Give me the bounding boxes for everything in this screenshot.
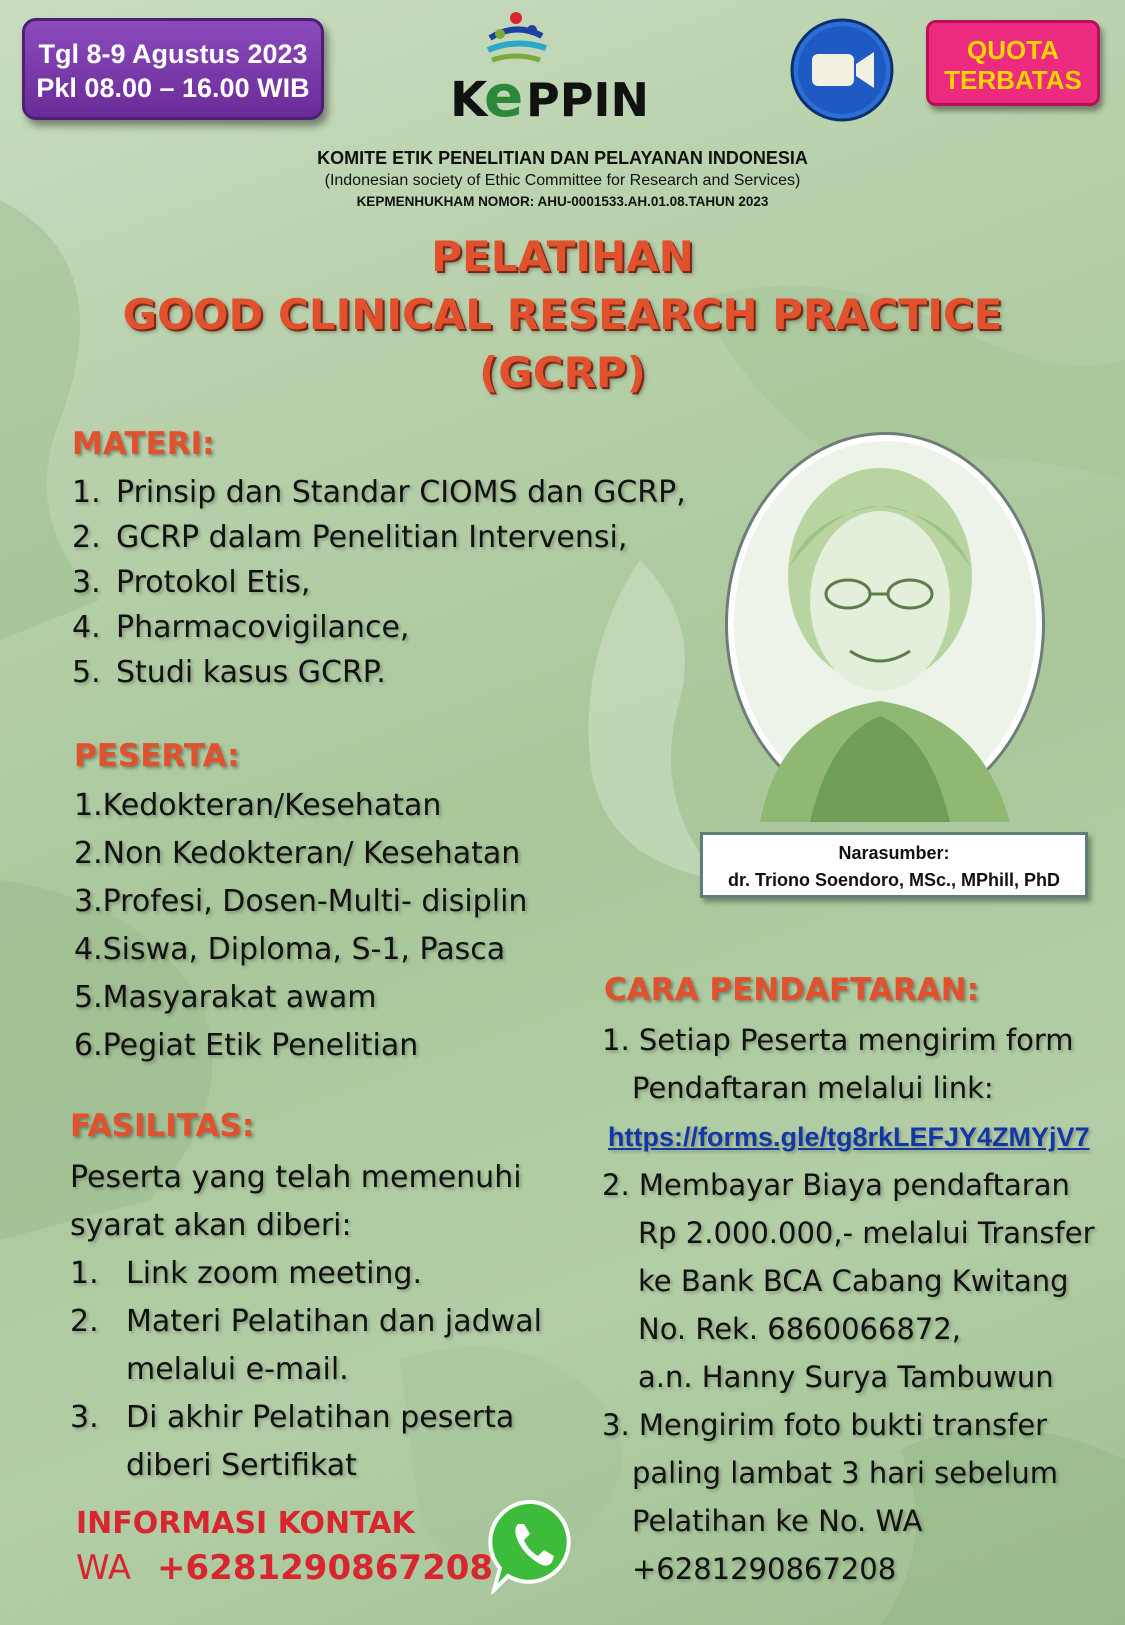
list-item: 3. Di akhir Pelatihan peserta [70,1400,515,1435]
org-english-name: (Indonesian society of Ethic Committee for Research and Services) [324,172,801,189]
registration-link[interactable]: https://forms.gle/tg8rkLEFJY4ZMYjV7 [608,1122,1090,1152]
fasilitas-heading: FASILITAS: [70,1108,255,1144]
fasilitas-intro: syarat akan diberi: [70,1208,352,1243]
list-item: 6.Pegiat Etik Penelitian [74,1028,419,1063]
title-line1: PELATIHAN [431,232,694,281]
step-3-cont: +6281290867208 [632,1552,897,1586]
title-line3: (GCRP) [479,348,646,397]
step-2-cont: Rp 2.000.000,- melalui Transfer [638,1216,1095,1250]
list-item-cont: melalui e-mail. [126,1352,349,1387]
kontak-heading: INFORMASI KONTAK [76,1506,415,1541]
materi-list [72,470,686,695]
zoom-camera-icon [790,18,894,122]
list-item: 2.Non Kedokteran/ Kesehatan [74,836,521,871]
kontak-value [76,1548,493,1588]
kontak-label: WA [76,1548,132,1588]
list-item: 1. Prinsip dan Standar CIOMS dan GCRP, [72,475,686,510]
list-item: 3. Protokol Etis, [72,565,311,600]
fasilitas-list [70,1154,542,1490]
kontak-number: +6281290867208 [157,1548,494,1588]
step-3-cont: Pelatihan ke No. WA [632,1504,923,1538]
list-item: 5. Studi kasus GCRP. [72,655,386,690]
event-date: Tgl 8-9 Agustus 2023 [38,39,308,69]
step-2-cont: a.n. Hanny Surya Tambuwun [638,1360,1054,1394]
list-item: 1. Link zoom meeting. [70,1256,423,1291]
materi-heading: MATERI: [72,426,215,462]
step-3: 3. Mengirim foto bukti transfer [602,1408,1048,1442]
org-decree: KEPMENHUKHAM NOMOR: AHU-0001533.AH.01.08.TAHUN 2023 [356,194,769,209]
list-item: 1.Kedokteran/Kesehatan [74,788,442,823]
narasumber-name: dr. Triono Soendoro, MSc., MPhill, PhD [727,870,1060,890]
event-date-box [22,18,324,120]
step-2: 2. Membayar Biaya pendaftaran [602,1168,1070,1202]
quota-line1: QUOTA [967,35,1059,65]
step-2-cont: ke Bank BCA Cabang Kwitang [638,1264,1069,1298]
list-item: 2. GCRP dalam Penelitian Intervensi, [72,520,628,555]
title-line2: GOOD CLINICAL RESEARCH PRACTICE [122,290,1003,339]
list-item: 4. Pharmacovigilance, [72,610,410,645]
quota-line2: TERBATAS [944,65,1082,95]
pendaftaran-steps [602,1016,1095,1593]
quota-badge [926,20,1100,106]
step-2-cont: No. Rek. 6860066872, [638,1312,962,1346]
svg-text:PPIN: PPIN [526,73,650,127]
svg-text:K: K [450,72,488,128]
step-3-cont: paling lambat 3 hari sebelum [632,1456,1059,1490]
keppin-logo [450,8,670,128]
fasilitas-intro: Peserta yang telah memenuhi [70,1160,522,1195]
list-item: 4.Siswa, Diploma, S-1, Pasca [74,932,506,967]
narasumber-label: Narasumber: [838,843,950,863]
list-item: 5.Masyarakat awam [74,980,377,1015]
narasumber-box [700,832,1088,898]
speaker-portrait [720,426,1050,822]
list-item-cont: diberi Sertifikat [126,1448,357,1483]
peserta-list [74,782,527,1070]
event-time: Pkl 08.00 – 16.00 WIB [36,73,310,103]
whatsapp-icon[interactable] [488,1498,578,1594]
list-item: 2. Materi Pelatihan dan jadwal [70,1304,542,1339]
peserta-heading: PESERTA: [74,738,240,774]
svg-text:e: e [484,62,524,128]
org-name: KOMITE ETIK PENELITIAN DAN PELAYANAN INDONESIA [317,148,808,168]
list-item: 3.Profesi, Dosen-Multi- disiplin [74,884,528,919]
step-1-cont: Pendaftaran melalui link: [632,1071,994,1105]
pendaftaran-heading: CARA PENDAFTARAN: [604,972,980,1008]
step-1: 1. Setiap Peserta mengirim form [602,1023,1074,1057]
